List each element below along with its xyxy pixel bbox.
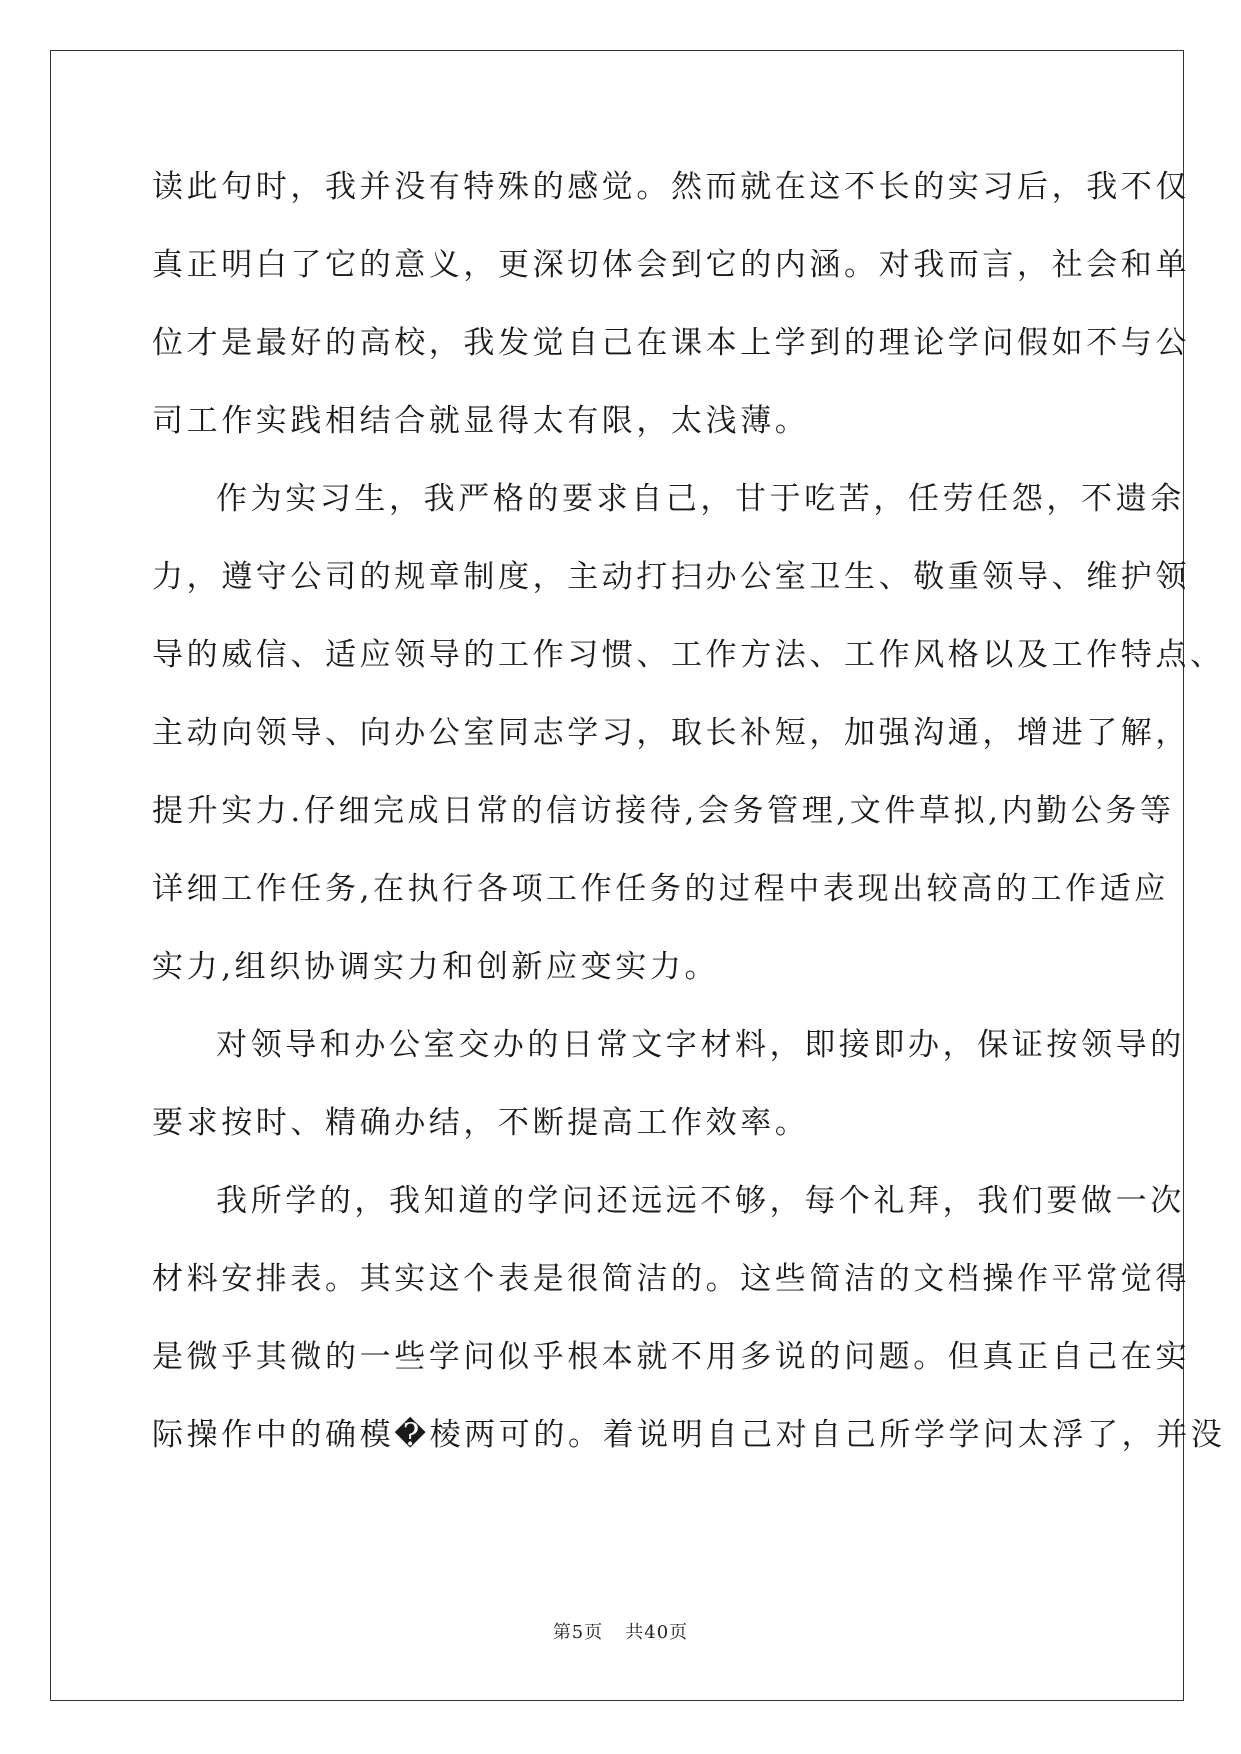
page-footer — [0, 1618, 1241, 1644]
text-line: 际操作中的确模�棱两可的。着说明自己对自己所学学问太浮了，并没 — [152, 1417, 1226, 1453]
text-line: 力，遵守公司的规章制度，主动打扫办公室卫生、敬重领导、维护领 — [152, 559, 1190, 595]
text-line: 位才是最好的高校，我发觉自己在课本上学到的理论学问假如不与公 — [152, 325, 1190, 361]
text-line: 材料安排表。其实这个表是很简洁的。这些简洁的文档操作平常觉得 — [152, 1261, 1190, 1297]
text-line: 提升实力.仔细完成日常的信访接待,会务管理,文件草拟,内勤公务等 — [152, 793, 1175, 829]
page-number: 第5页 — [552, 1622, 604, 1643]
paragraph-first-line: 我所学的，我知道的学问还远远不够，每个礼拜，我们要做一次 — [216, 1183, 1185, 1219]
text-line: 司工作实践相结合就显得太有限，太浅薄。 — [152, 403, 810, 439]
paragraph-first-line: 作为实习生，我严格的要求自己，甘于吃苦，任劳任怨，不遗余 — [216, 481, 1185, 517]
text-line: 真正明白了它的意义，更深切体会到它的内涵。对我而言，社会和单 — [152, 247, 1190, 283]
text-line: 是微乎其微的一些学问似乎根本就不用多说的问题。但真正自己在实 — [152, 1339, 1190, 1375]
document-body — [152, 163, 1226, 1489]
text-line: 实力,组织协调实力和创新应变实力。 — [152, 949, 720, 985]
text-line: 读此句时，我并没有特殊的感觉。然而就在这不长的实习后，我不仅 — [152, 169, 1190, 205]
paragraph-first-line: 对领导和办公室交办的日常文字材料，即接即办，保证按领导的 — [216, 1027, 1185, 1063]
text-line: 主动向领导、向办公室同志学习，取长补短，加强沟通，增进了解， — [152, 715, 1190, 751]
text-line: 要求按时、精确办结，不断提高工作效率。 — [152, 1105, 810, 1141]
page-total: 共40页 — [625, 1622, 689, 1643]
text-line: 详细工作任务,在执行各项工作任务的过程中表现出较高的工作适应 — [152, 871, 1169, 907]
text-line: 导的威信、适应领导的工作习惯、工作方法、工作风格以及工作特点、 — [152, 637, 1225, 673]
